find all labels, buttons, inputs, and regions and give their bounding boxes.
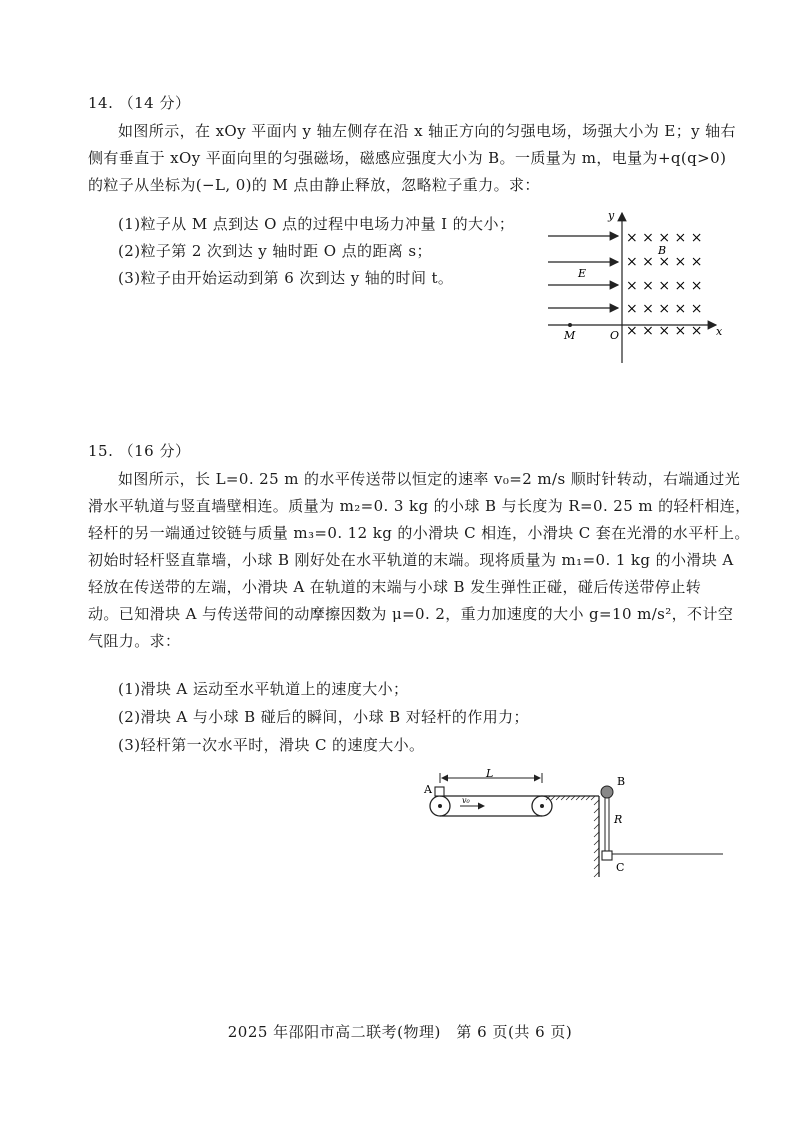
ball-b-label: B	[617, 775, 626, 788]
rod-length-label: R	[614, 813, 623, 826]
b-field-label: B	[658, 244, 667, 257]
q15-line-7: 气阻力。求：	[88, 632, 181, 650]
q14-part-1: (1)粒子从 M 点到达 O 点的过程中电场力冲量 I 的大小；	[118, 215, 515, 233]
q15-body	[88, 466, 751, 655]
page-footer: 2025 年邵阳市高二联考(物理) 第 6 页(共 6 页)	[227, 1023, 573, 1041]
slider-c	[602, 851, 612, 860]
q15-line-1: 如图所示，长 L=0. 25 m 的水平传送带以恒定的速率 v₀=2 m/s 顺时针转动，右端通过光	[118, 470, 741, 488]
e-field-label: E	[578, 267, 587, 280]
point-m-dot	[568, 323, 572, 327]
q15-heading: 15. （16 分）	[88, 442, 191, 460]
q14-line-3: 的粒子从坐标为(−L, 0)的 M 点由静止释放，忽略粒子重力。求：	[88, 176, 540, 194]
origin-label: O	[610, 329, 620, 342]
q15-part-1: (1)滑块 A 运动至水平轨道上的速度大小；	[118, 680, 409, 698]
light-rod	[605, 797, 609, 853]
x-axis-label: x	[716, 325, 723, 338]
q15-line-4: 初始时轻杆竖直靠墙，小球 B 刚好处在水平轨道的末端。现将质量为 m₁=0. 1 kg 的小滑块 A	[88, 551, 734, 569]
q15-part-2: (2)滑块 A 与小球 B 碰后的瞬间，小球 B 对轻杆的作用力；	[118, 708, 529, 726]
q15-line-2: 滑水平轨道与竖直墙壁相连。质量为 m₂=0. 3 kg 的小球 B 与长度为 R=0. 25 m 的轻杆相连，	[88, 497, 751, 515]
b-cross-row-3: × × × × ×	[626, 278, 703, 294]
q14-line-2: 侧有垂直于 xOy 平面向里的匀强磁场，磁感应强度大小为 B。一质量为 m，电量为+q(q>0)	[88, 149, 727, 167]
q14-line-1: 如图所示，在 xOy 平面内 y 轴左侧存在沿 x 轴正方向的匀强电场，场强大小为 E；y 轴右	[118, 122, 736, 140]
b-cross-row-1: × × × × ×	[626, 230, 703, 246]
b-cross-row-5: × × × × ×	[626, 323, 703, 339]
ball-b	[601, 786, 613, 798]
block-a-label: A	[424, 783, 432, 796]
q14-body	[88, 118, 736, 199]
q14-part-2: (2)粒子第 2 次到达 y 轴时距 O 点的距离 s；	[118, 242, 432, 260]
left-pulley-hub	[438, 804, 442, 808]
wall-hatching	[594, 800, 599, 877]
block-a	[435, 787, 444, 796]
b-cross-row-2: × × × × ×	[626, 254, 703, 270]
q14-heading: 14. （14 分）	[88, 94, 191, 112]
point-m-label: M	[564, 329, 576, 342]
velocity-label: v₀	[462, 796, 470, 805]
y-axis-label: y	[608, 209, 615, 222]
q15-part-3: (3)轻杆第一次水平时，滑块 C 的速度大小。	[118, 736, 425, 754]
b-cross-row-4: × × × × ×	[626, 301, 703, 317]
q15-figure	[418, 765, 728, 890]
q14-part-3: (3)粒子由开始运动到第 6 次到达 y 轴的时间 t。	[118, 269, 454, 287]
q15-line-6: 动。已知滑块 A 与传送带间的动摩擦因数为 μ=0. 2，重力加速度的大小 g=10 m/s²，不计空	[88, 605, 734, 623]
q15-line-3: 轻杆的另一端通过铰链与质量 m₃=0. 12 kg 的小滑块 C 相连，小滑块 C 套在光滑的水平杆上。	[88, 524, 750, 542]
q15-line-5: 轻放在传送带的左端，小滑块 A 在轨道的末端与小球 B 发生弹性正碰，碰后传送带停止转	[88, 578, 702, 596]
slider-c-label: C	[616, 861, 625, 874]
length-l-label: L	[486, 767, 494, 780]
right-pulley-hub	[540, 804, 544, 808]
q14-figure	[540, 205, 730, 365]
